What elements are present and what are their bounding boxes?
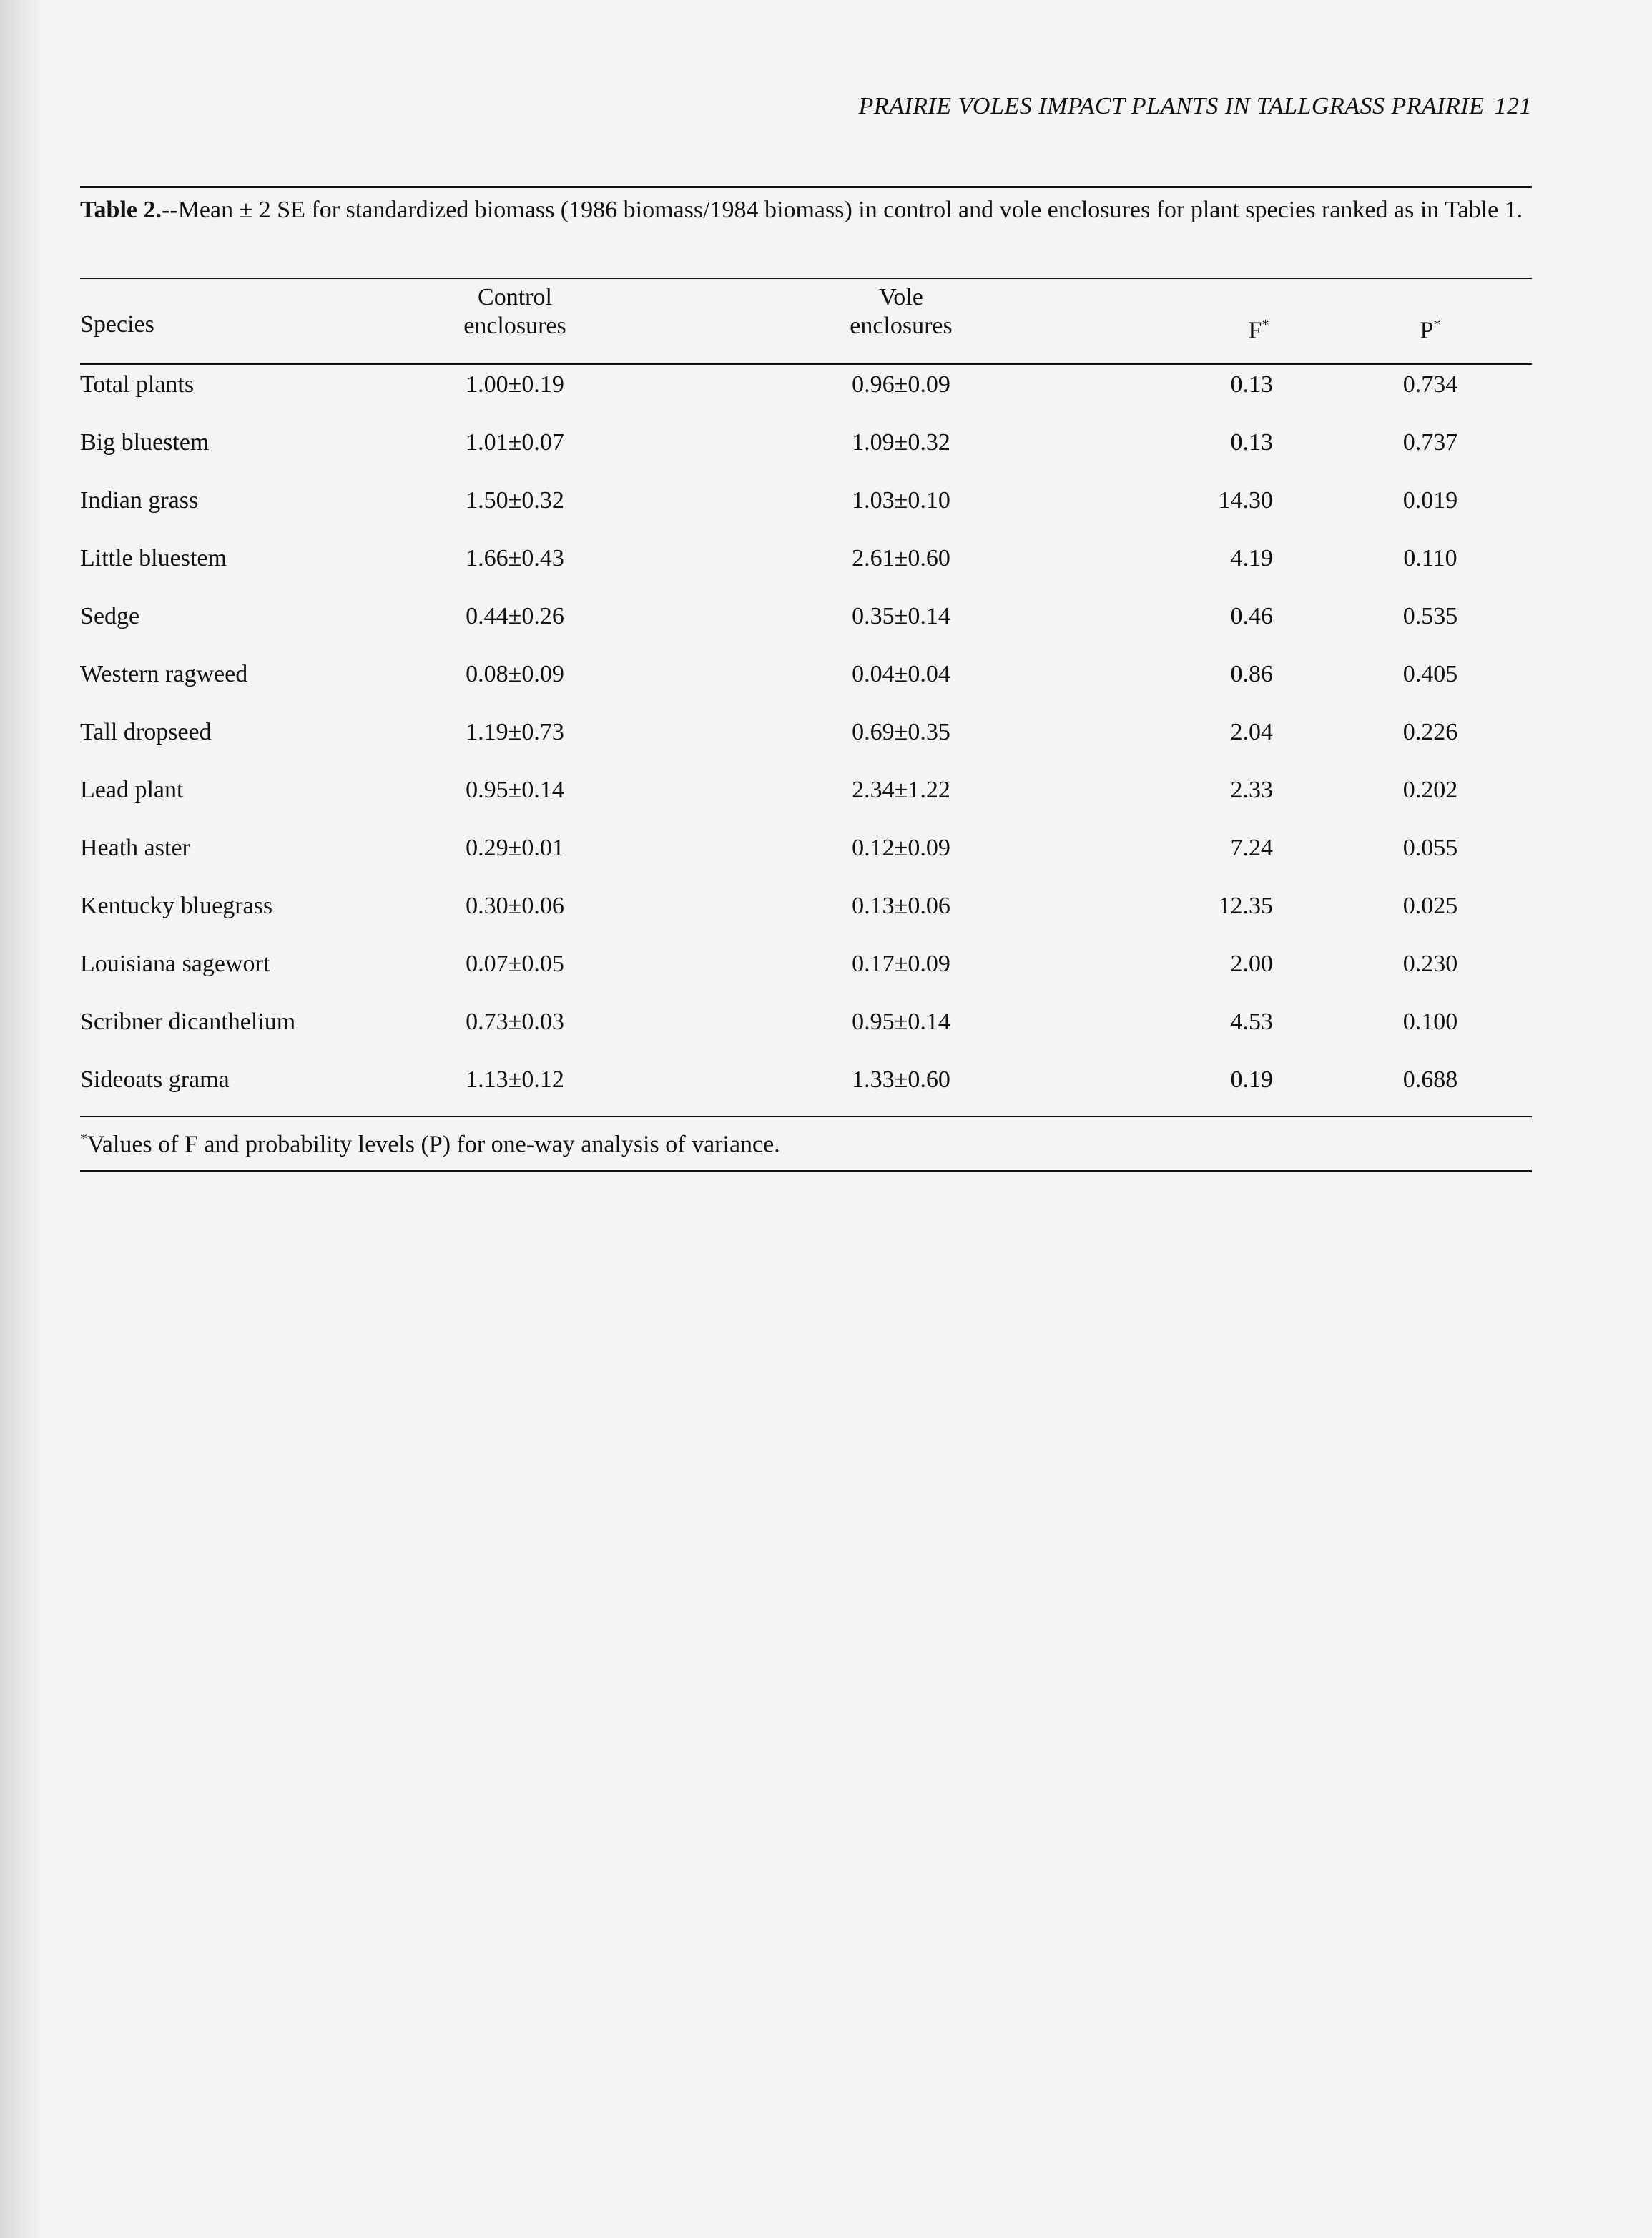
cell-control: 0.44±0.26	[466, 603, 564, 629]
cell-p: 0.737	[1402, 429, 1458, 456]
cell-species: Kentucky bluegrass	[80, 893, 273, 919]
table-top-rule	[80, 186, 1532, 188]
cell-p: 0.226	[1402, 719, 1458, 745]
cell-control: 1.50±0.32	[466, 487, 564, 514]
table-caption-text: --Mean ± 2 SE for standardized biomass (1986 biomass/1984 biomass) in control and vole enclosures for plant species ranked as in Table 1.	[162, 197, 1523, 223]
cell-species: Lead plant	[80, 777, 184, 803]
cell-control: 0.95±0.14	[466, 777, 564, 803]
header-bottom-rule	[80, 363, 1532, 365]
cell-vole: 1.09±0.32	[852, 429, 950, 456]
cell-control: 0.07±0.05	[466, 951, 564, 977]
table-caption	[80, 196, 1532, 225]
cell-vole: 2.34±1.22	[852, 777, 950, 803]
header-vole-line1: Vole	[879, 284, 923, 310]
cell-p: 0.110	[1403, 545, 1457, 571]
cell-vole: 0.95±0.14	[852, 1008, 950, 1035]
cell-species: Big bluestem	[80, 429, 210, 456]
header-control-line2: enclosures	[463, 313, 566, 339]
cell-f: 7.24	[1230, 835, 1273, 861]
cell-control: 1.13±0.12	[466, 1066, 564, 1093]
table-footnote: *Values of F and probability levels (P) for one-way analysis of variance.	[80, 1131, 780, 1158]
scan-edge-shading	[0, 0, 43, 2238]
cell-p: 0.055	[1402, 835, 1458, 861]
cell-vole: 1.03±0.10	[852, 487, 950, 514]
cell-control: 1.19±0.73	[466, 719, 564, 745]
cell-control: 0.29±0.01	[466, 835, 564, 861]
cell-species: Louisiana sagewort	[80, 951, 270, 977]
cell-f: 0.13	[1230, 371, 1273, 398]
cell-f: 0.46	[1230, 603, 1273, 629]
header-control-line1: Control	[478, 284, 552, 310]
cell-vole: 0.04±0.04	[852, 661, 950, 687]
cell-p: 0.535	[1402, 603, 1458, 629]
cell-vole: 0.12±0.09	[852, 835, 950, 861]
cell-f: 0.86	[1230, 661, 1273, 687]
table-bottom-rule	[80, 1116, 1532, 1117]
cell-p: 0.202	[1402, 777, 1458, 803]
cell-p: 0.230	[1402, 951, 1458, 977]
cell-species: Little bluestem	[80, 545, 227, 571]
cell-f: 14.30	[1218, 487, 1273, 514]
cell-p: 0.688	[1402, 1066, 1458, 1093]
header-p: P*	[1420, 317, 1441, 344]
cell-f: 4.19	[1230, 545, 1273, 571]
cell-control: 1.00±0.19	[466, 371, 564, 398]
cell-species: Sideoats grama	[80, 1066, 230, 1093]
cell-f: 2.00	[1230, 951, 1273, 977]
cell-control: 1.66±0.43	[466, 545, 564, 571]
page-number: 121	[1494, 93, 1532, 119]
cell-p: 0.734	[1402, 371, 1458, 398]
cell-f: 2.33	[1230, 777, 1273, 803]
cell-species: Heath aster	[80, 835, 190, 861]
cell-vole: 0.69±0.35	[852, 719, 950, 745]
cell-control: 0.30±0.06	[466, 893, 564, 919]
cell-f: 0.19	[1230, 1066, 1273, 1093]
header-top-rule	[80, 278, 1532, 279]
cell-vole: 2.61±0.60	[852, 545, 950, 571]
header-vole-line2: enclosures	[850, 313, 953, 339]
cell-f: 4.53	[1230, 1008, 1273, 1035]
cell-species: Indian grass	[80, 487, 199, 514]
header-species: Species	[80, 311, 154, 338]
running-head	[859, 93, 1532, 120]
header-control	[429, 283, 601, 340]
cell-vole: 0.96±0.09	[852, 371, 950, 398]
cell-p: 0.025	[1402, 893, 1458, 919]
cell-p: 0.019	[1402, 487, 1458, 514]
cell-vole: 0.13±0.06	[852, 893, 950, 919]
cell-f: 12.35	[1218, 893, 1273, 919]
cell-p: 0.405	[1402, 661, 1458, 687]
cell-vole: 0.35±0.14	[852, 603, 950, 629]
footnote-bottom-rule	[80, 1170, 1532, 1172]
cell-f: 2.04	[1230, 719, 1273, 745]
cell-species: Scribner dicanthelium	[80, 1008, 296, 1035]
cell-p: 0.100	[1402, 1008, 1458, 1035]
cell-species: Tall dropseed	[80, 719, 212, 745]
running-head-title: PRAIRIE VOLES IMPACT PLANTS IN TALLGRASS PRAIRIE	[858, 93, 1485, 119]
cell-species: Sedge	[80, 603, 140, 629]
cell-f: 0.13	[1230, 429, 1273, 456]
header-f: F*	[1248, 317, 1269, 344]
cell-control: 0.73±0.03	[466, 1008, 564, 1035]
cell-vole: 0.17±0.09	[852, 951, 950, 977]
cell-vole: 1.33±0.60	[852, 1066, 950, 1093]
cell-control: 0.08±0.09	[466, 661, 564, 687]
header-vole	[815, 283, 987, 340]
cell-species: Total plants	[80, 371, 195, 398]
cell-control: 1.01±0.07	[466, 429, 564, 456]
table-label: Table 2.	[80, 197, 162, 223]
cell-species: Western ragweed	[80, 661, 248, 687]
